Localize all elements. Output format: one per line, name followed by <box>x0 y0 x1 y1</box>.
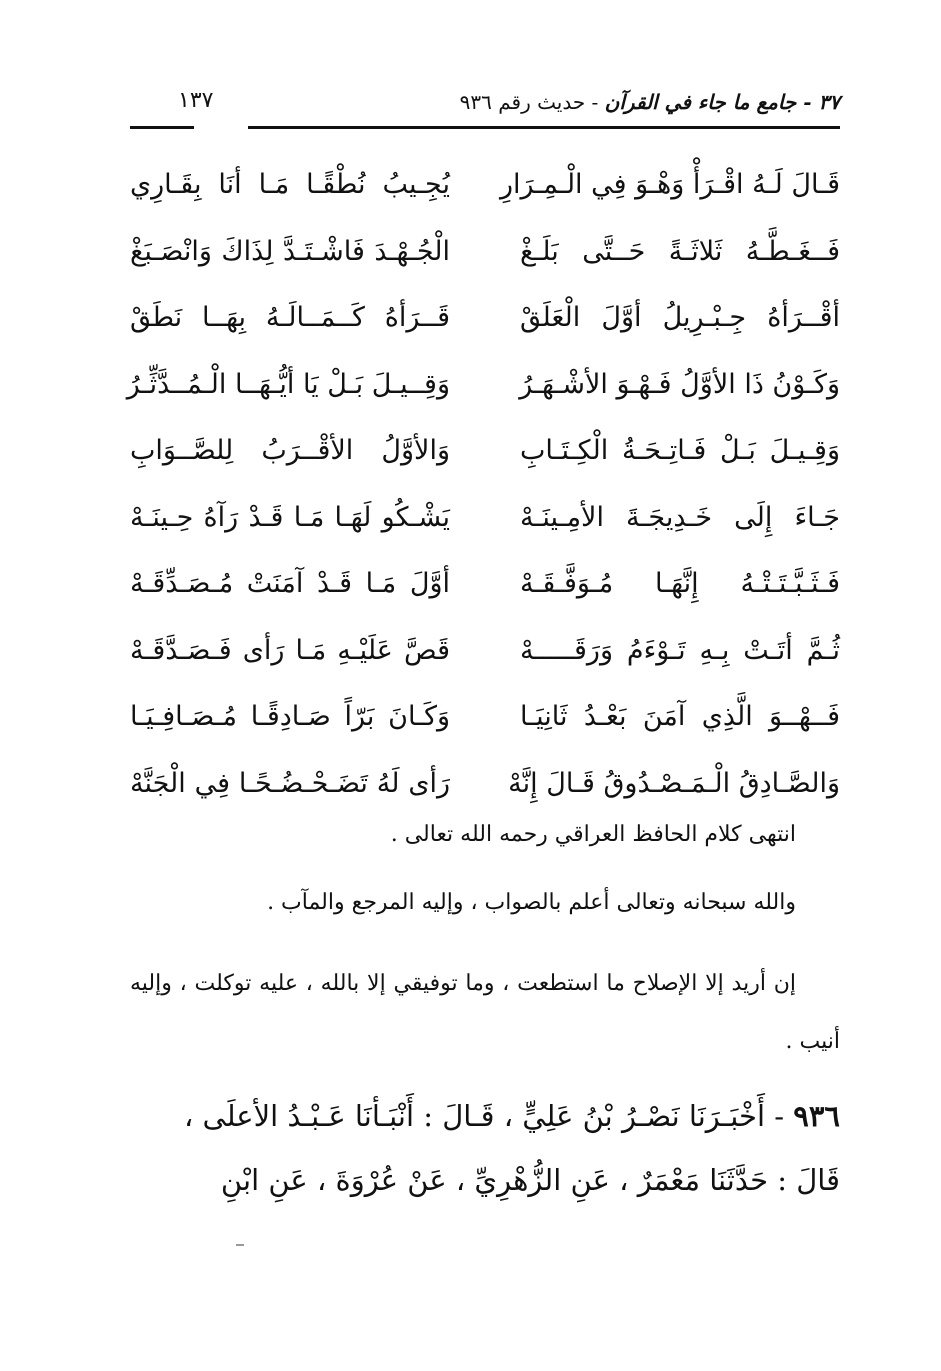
prose-paragraph: والله سبحانه وتعالى أعلم بالصواب ، وإليه المرجع والمآب . <box>267 890 796 915</box>
verse-second-hemistich: يُجِـيبُ نُطْقًـا مَـا أنَا بِقَـارِي <box>130 169 450 200</box>
running-header <box>130 84 840 134</box>
prose-paragraph: انتهى كلام الحافظ العراقي رحمه الله تعالى . <box>390 822 796 847</box>
verse-first-hemistich: جَـاءَ إِلَى خَـدِيجَـةَ الأمِـينَـهْ <box>520 501 840 533</box>
scan-mark <box>236 1244 244 1246</box>
poem-verse <box>126 360 840 427</box>
poem-verse <box>130 493 840 560</box>
header-rule-right <box>248 126 840 129</box>
verse-second-hemistich: أوَّلَ مَـا قَـدْ آمَنَتْ مُـصَـدِّقَـهْ <box>130 568 450 599</box>
verse-first-hemistich: وَقِـيـلَ بَـلْ فَـاتِـحَـةُ الْكِـتَـابِ <box>520 435 840 466</box>
poem-verse <box>130 759 840 826</box>
verse-first-hemistich: قَـالَ لَـهُ اقْـرَأْ وَهْـوَ فِي الْـمِـرَارِ <box>499 169 840 200</box>
prose-paragraph: إن أريد إلا الإصلاح ما استطعت ، وما توفيقي إلا بالله ، عليه توكلت ، وإليه أنيب . <box>130 971 840 1054</box>
poem-verse <box>130 692 840 759</box>
verse-second-hemistich: وَالأوَّلُ الأقْــرَبُ لِلصَّــوَابِ <box>130 435 450 466</box>
verse-second-hemistich: وَقِــيـلَ بَـلْ يَا أيُّـهَــا الْـمُــدَّثِّـرُ <box>126 368 450 400</box>
page-number: ١٣٧ <box>178 88 214 113</box>
hadith-isnad-part2: قَالَ : حَدَّثَنَا مَعْمَرٌ ، عَنِ الزُّهْرِيِّ ، عَنْ عُرْوَةَ ، عَنِ ابْنِ <box>220 1163 840 1197</box>
poem-verse <box>130 426 840 493</box>
verse-second-hemistich: وَكَـانَ بَرّاً صَـادِقًـا مُـصَـافِـيَـا <box>130 701 450 732</box>
verse-first-hemistich: فَــهْــوَ الَّذِي آمَنَ بَعْـدُ ثَانِيَـا <box>520 701 840 732</box>
poem-verse <box>130 559 840 626</box>
poem-verse <box>130 626 840 693</box>
verse-first-hemistich: أقْــرَأهُ جِـبْـرِيلُ أوَّلَ الْعَلَقْ <box>520 302 840 333</box>
verse-second-hemistich: قَــرَأهُ كَــمَــالَـهُ بِهَــا نَطَقْ <box>130 302 450 333</box>
verse-second-hemistich: يَشْـكُو لَهَـا مَـا قَـدْ رَآهُ حِـينَـهْ <box>130 501 450 533</box>
hadith-number: ٩٣٦ <box>793 1099 840 1133</box>
verse-second-hemistich: رَأى لَهُ تَضَـحْـضُـحًـا فِي الْجَنَّهْ <box>130 767 450 799</box>
header-hadith-ref: - حديث رقم ٩٣٦ <box>459 90 599 114</box>
poem-verse <box>130 160 840 227</box>
verse-first-hemistich: فَـثَـبَّـتَـتْـهُ إِنَّهَـا مُـوَفَّـقَـهْ <box>520 568 840 599</box>
verse-first-hemistich: فَــغَـطَّـهُ ثَلاثَـةً حَــتَّى بَلَـغْ <box>520 235 840 267</box>
verse-second-hemistich: قَصَّ عَلَيْـهِ مَـا رَأى فَـصَـدَّقَـهْ <box>130 634 450 666</box>
verse-first-hemistich: وَكَـوْنُ ذَا الأوَّلُ فَـهْـوَ الأشْـهَـرُ <box>519 368 840 400</box>
poem <box>126 160 840 825</box>
poem-verse <box>130 227 840 294</box>
header-title <box>460 90 840 114</box>
verse-first-hemistich: ثُـمَّ أتَـتْ بِـهِ تَـوْءَمُ وَرَقَـــــهْ <box>520 634 840 666</box>
verse-first-hemistich: وَالصَّـادِقُ الْـمَـصْـدُوقُ قَـالَ إِنَّهْ <box>508 767 840 799</box>
header-rule-left <box>130 126 194 129</box>
header-section: ٣٧ - جامع ما جاء في القرآن <box>604 90 840 114</box>
hadith-line <box>130 1084 840 1148</box>
poem-verse <box>130 293 840 360</box>
hadith-block <box>130 1084 840 1212</box>
hadith-isnad-part1: - أَخْبَـرَنَا نَصْـرُ بْنُ عَلِيٍّ ، قَـالَ : أَنْبَـأنَا عَـبْـدُ الأعلَى ، <box>183 1099 785 1133</box>
verse-second-hemistich: الْجُـهْـدَ فَاشْـتَـدَّ لِذَاكَ وَانْصَـبَغْ <box>130 235 450 267</box>
